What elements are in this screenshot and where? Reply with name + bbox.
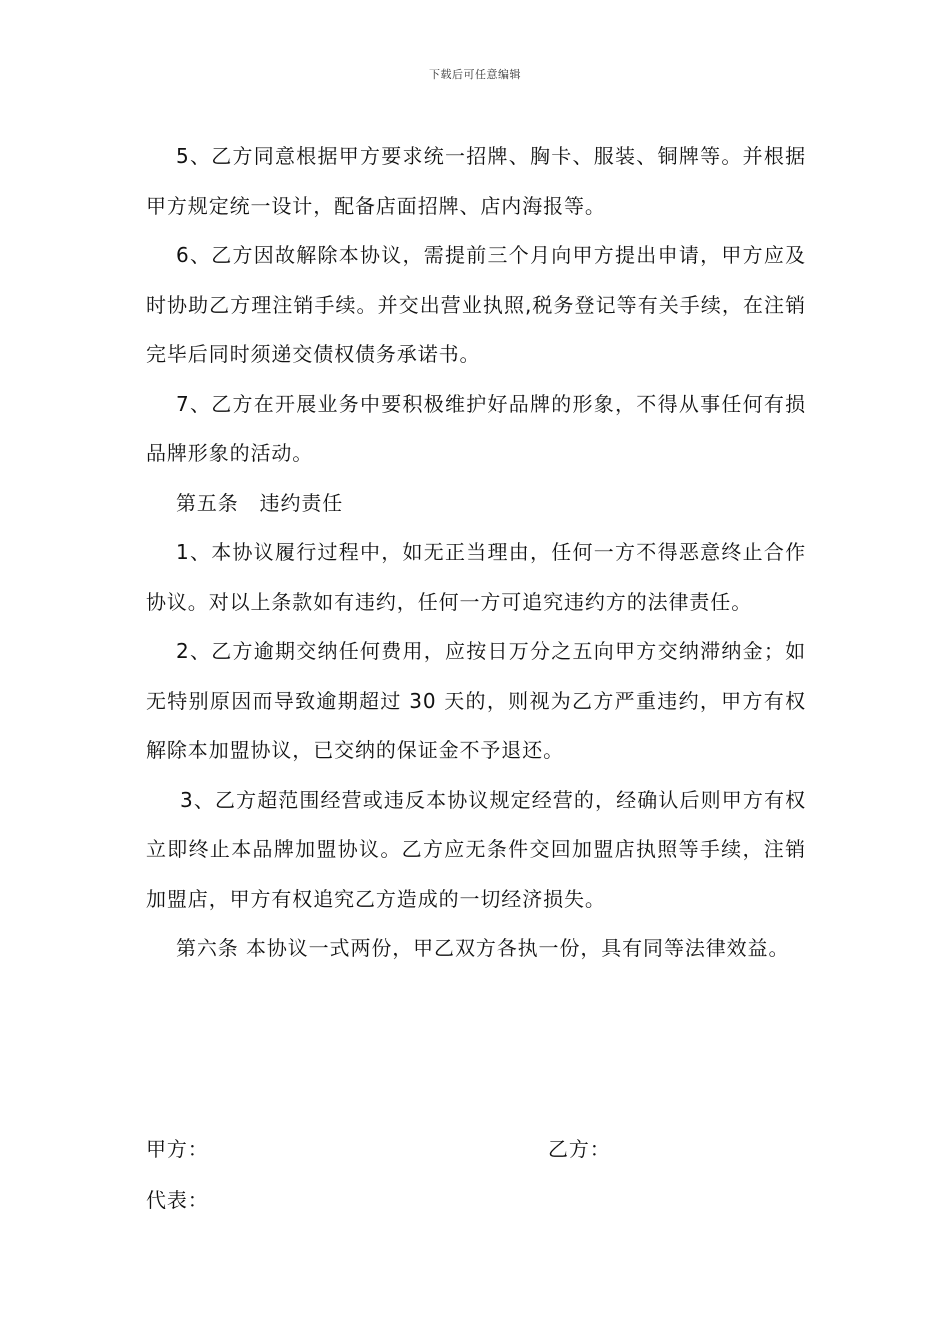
- clause-6-paragraph: 6、乙方因故解除本协议，需提前三个月向甲方提出申请，甲方应及时协助乙方理注销手续。并交出营业执照,税务登记等有关手续，在注销完毕后同时须递交债权债务承诺书。: [146, 243, 806, 366]
- signature-block: [146, 1124, 806, 1226]
- signature-representative-row: [146, 1175, 806, 1226]
- article-5-item-2: 2、乙方逾期交纳任何费用，应按日万分之五向甲方交纳滞纳金；如无特别原因而导致逾期超过 30 天的，则视为乙方严重违约，甲方有权解除本加盟协议，已交纳的保证金不予退还。: [146, 639, 806, 762]
- clause-7-paragraph: 7、乙方在开展业务中要积极维护好品牌的形象，不得从事任何有损品牌形象的活动。: [146, 391, 806, 465]
- representative-label: 代表：: [146, 1188, 209, 1212]
- article-6-paragraph: 第六条 本协议一式两份，甲乙双方各执一份，具有同等法律效益。: [176, 936, 790, 960]
- article-5-heading: 第五条 违约责任: [176, 490, 344, 515]
- clause-5-paragraph: 5、乙方同意根据甲方要求统一招牌、胸卡、服装、铜牌等。并根据甲方规定统一设计，配备店面招牌、店内海报等。: [146, 144, 806, 218]
- party-a-label: 甲方：: [146, 1137, 209, 1161]
- article-5-item-3: 3、乙方超范围经营或违反本协议规定经营的，经确认后则甲方有权立即终止本品牌加盟协议。乙方应无条件交回加盟店执照等手续，注销加盟店，甲方有权追究乙方造成的一切经济损失。: [146, 787, 806, 911]
- document-body: [146, 132, 806, 974]
- article-5-item-1: 1、本协议履行过程中，如无正当理由，任何一方不得恶意终止合作协议。对以上条款如有违约，任何一方可追究违约方的法律责任。: [146, 540, 806, 614]
- header-note: 下载后可任意编辑: [429, 68, 521, 81]
- party-b-label: 乙方：: [548, 1137, 611, 1161]
- signature-parties-row: [146, 1124, 806, 1175]
